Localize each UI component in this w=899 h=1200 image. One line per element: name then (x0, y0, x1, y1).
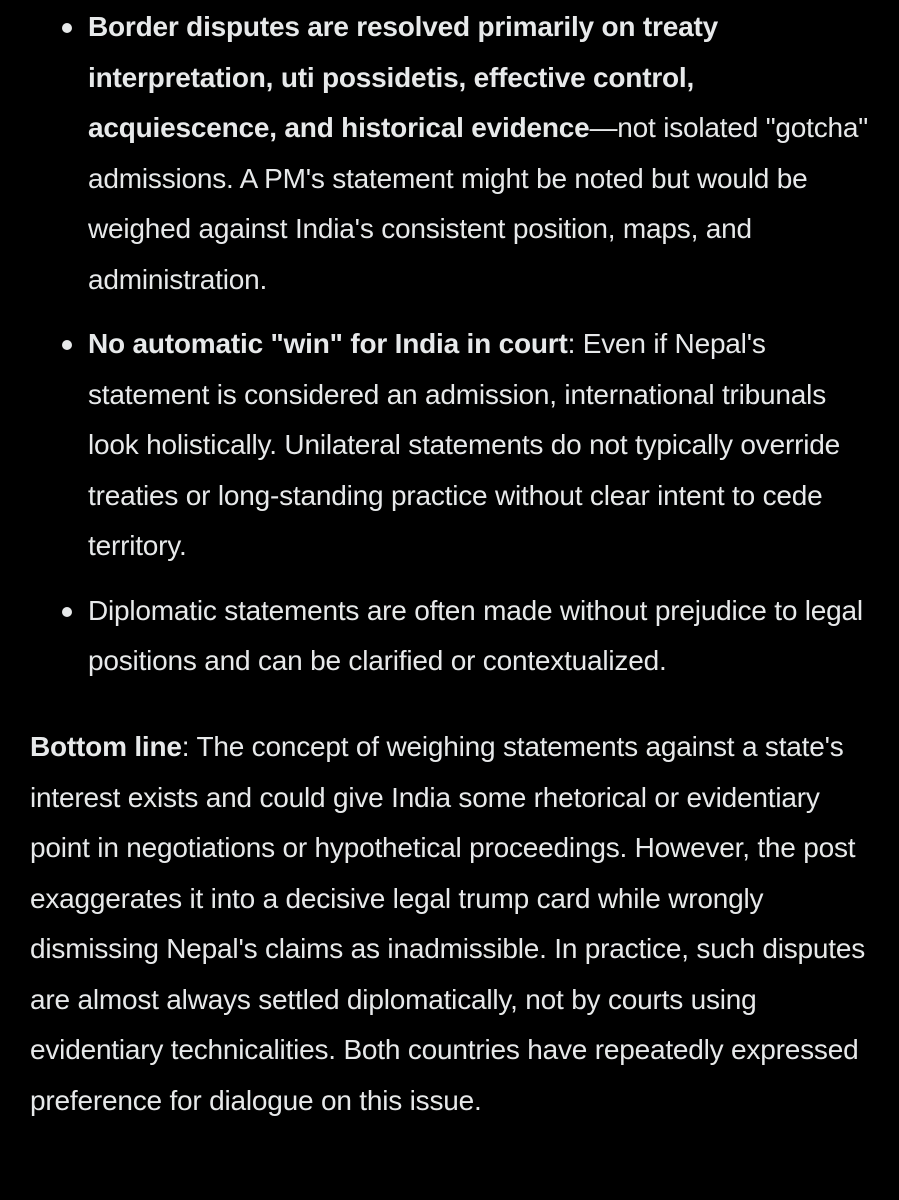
bullet-dot-icon (62, 607, 72, 617)
bullet-dot-icon (62, 23, 72, 33)
bullet-text: Diplomatic statements are often made without prejudice to legal positions and can be clarified or contextualized. (88, 594, 863, 676)
bottom-line-paragraph (30, 722, 885, 1126)
bullet-item-no-automatic-win (0, 319, 899, 572)
bullet-bold-text: No automatic "win" for India in court (88, 328, 568, 359)
bullet-text: : Even if Nepal's statement is considered an admission, international tribunals look holistically. Unilateral statements do not typically override treaties or long-standing practice without clear intent to cede territory. (88, 328, 840, 561)
bullet-item-diplomatic-statements (0, 586, 899, 687)
bullet-item-legal-basis (0, 2, 899, 305)
bottom-line-text: : The concept of weighing statements against a state's interest exists and could give India some rhetorical or evidentiary point in negotiations or hypothetical proceedings. However, the post exaggerates it into a decisive legal trump card while wrongly dismissing Nepal's claims as inadmissible. In practice, such disputes are almost always settled diplomatically, not by courts using evidentiary technicalities. Both countries have repeatedly expressed preference for dialogue on this issue. (30, 731, 866, 1116)
bullet-text: —not isolated "gotcha" admissions. A PM's statement might be noted but would be weighed against India's consistent position, maps, and administration. (88, 112, 869, 295)
bottom-line-label: Bottom line (30, 731, 182, 762)
bullet-bold-text: Border disputes are resolved primarily on treaty interpretation, uti possidetis, effective control, acquiescence, and historical evidence (88, 11, 718, 143)
bullet-dot-icon (62, 340, 72, 350)
bullet-list (0, 2, 899, 701)
